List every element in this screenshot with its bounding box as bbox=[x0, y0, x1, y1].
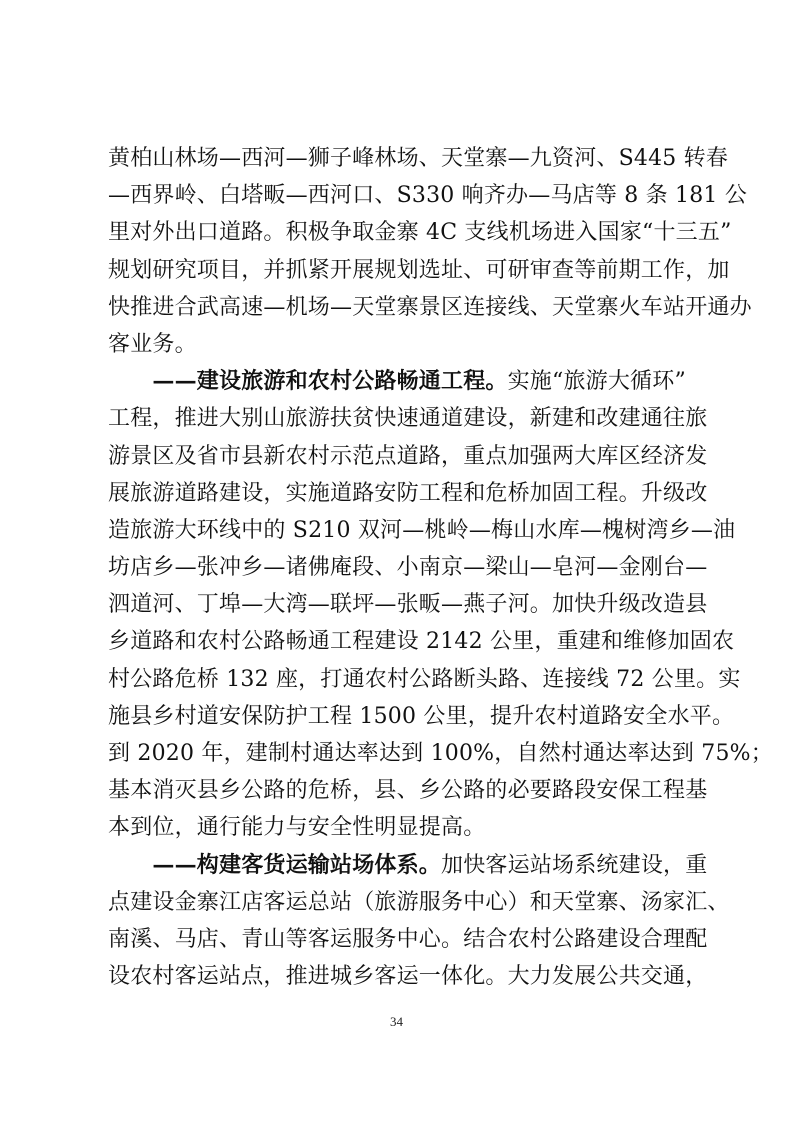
body-text-segment: 里对外出口道路。积极争取金寨 4C 支线机场进入国家“十三五” bbox=[108, 220, 732, 246]
text-line bbox=[108, 661, 741, 698]
text-line bbox=[108, 586, 708, 623]
body-text-segment: 加快客运站场系统建设，重 bbox=[441, 852, 708, 878]
body-text-segment: 客业务。 bbox=[108, 331, 197, 357]
text-line bbox=[108, 921, 708, 958]
body-text-segment: 工程，推进大别山旅游扶贫快速通道建设，新建和改建通往旅 bbox=[108, 406, 708, 432]
body-text-segment: 本到位，通行能力与安全性明显提高。 bbox=[108, 815, 486, 841]
text-line bbox=[108, 512, 736, 549]
body-text-segment: 点建设金寨江店客运总站（旅游服务中心）和天堂寨、汤家汇、 bbox=[108, 889, 730, 915]
body-text-segment: 村公路危桥 132 座，打通农村公路断头路、连接线 72 公里。实 bbox=[108, 666, 741, 692]
body-text-segment: 基本消灭县乡公路的危桥，县、乡公路的必要路段安保工程基 bbox=[108, 778, 708, 804]
text-line bbox=[108, 772, 708, 809]
text-line bbox=[108, 214, 732, 251]
body-text-segment: 坊店乡—张冲乡—诸佛庵段、小南京—梁山—皂河—金刚台— bbox=[108, 555, 708, 581]
body-text-segment: 到 2020 年，建制村通达率达到 100%，自然村通达率达到 75%； bbox=[108, 741, 773, 766]
body-text-segment: 设农村客运站点，推进城乡客运一体化。大力发展公共交通， bbox=[108, 964, 708, 990]
body-text-segment: 展旅游道路建设，实施道路安防工程和危桥加固工程。升级改 bbox=[108, 480, 708, 506]
text-line bbox=[108, 623, 735, 660]
text-line bbox=[108, 177, 748, 214]
body-text-segment: 实施“旅游大循环” bbox=[507, 369, 686, 395]
body-text-segment: 南溪、马店、青山等客运服务中心。结合农村公路建设合理配 bbox=[108, 926, 708, 952]
text-line bbox=[108, 958, 708, 995]
text-line bbox=[108, 698, 735, 735]
body-text bbox=[108, 140, 773, 995]
text-line bbox=[108, 549, 708, 586]
body-text-segment: 施县乡村道安保防护工程 1500 公里，提升农村道路安全水平。 bbox=[108, 703, 735, 729]
text-line bbox=[108, 140, 729, 177]
body-text-segment: 造旅游大环线中的 S210 双河—桃岭—梅山水库—槐树湾乡—油 bbox=[108, 517, 736, 543]
bold-heading-text: ——建设旅游和农村公路畅通工程。 bbox=[108, 368, 508, 395]
text-line bbox=[108, 438, 708, 475]
text-line bbox=[108, 326, 692, 363]
bold-heading-text: ——构建客货运输站场体系。 bbox=[108, 851, 442, 878]
page-number: 34 bbox=[390, 1014, 403, 1029]
text-line bbox=[108, 289, 752, 326]
body-text-segment: 快推进合武高速—机场—天堂寨景区连接线、天堂寨火车站开通办 bbox=[108, 294, 752, 320]
text-line bbox=[108, 884, 730, 921]
text-line bbox=[108, 735, 773, 772]
text-line bbox=[108, 400, 708, 437]
body-text-segment: —西界岭、白塔畈—西河口、S330 响齐办—马店等 8 条 181 公 bbox=[108, 183, 748, 209]
text-line bbox=[108, 252, 730, 289]
text-line bbox=[108, 475, 708, 512]
text-line bbox=[108, 363, 692, 400]
body-text-segment: 黄柏山林场—西河—狮子峰林场、天堂寨—九资河、S445 转春 bbox=[108, 146, 729, 171]
body-text-segment: 乡道路和农村公路畅通工程建设 2142 公里，重建和维修加固农 bbox=[108, 629, 735, 655]
body-text-segment: 规划研究项目，并抓紧开展规划选址、可研审查等前期工作，加 bbox=[108, 257, 730, 283]
body-text-segment: 泗道河、丁埠—大湾—联坪—张畈—燕子河。加快升级改造县 bbox=[108, 592, 708, 618]
text-line bbox=[108, 847, 708, 884]
text-line bbox=[108, 809, 692, 846]
body-text-segment: 游景区及省市县新农村示范点道路，重点加强两大库区经济发 bbox=[108, 443, 708, 469]
